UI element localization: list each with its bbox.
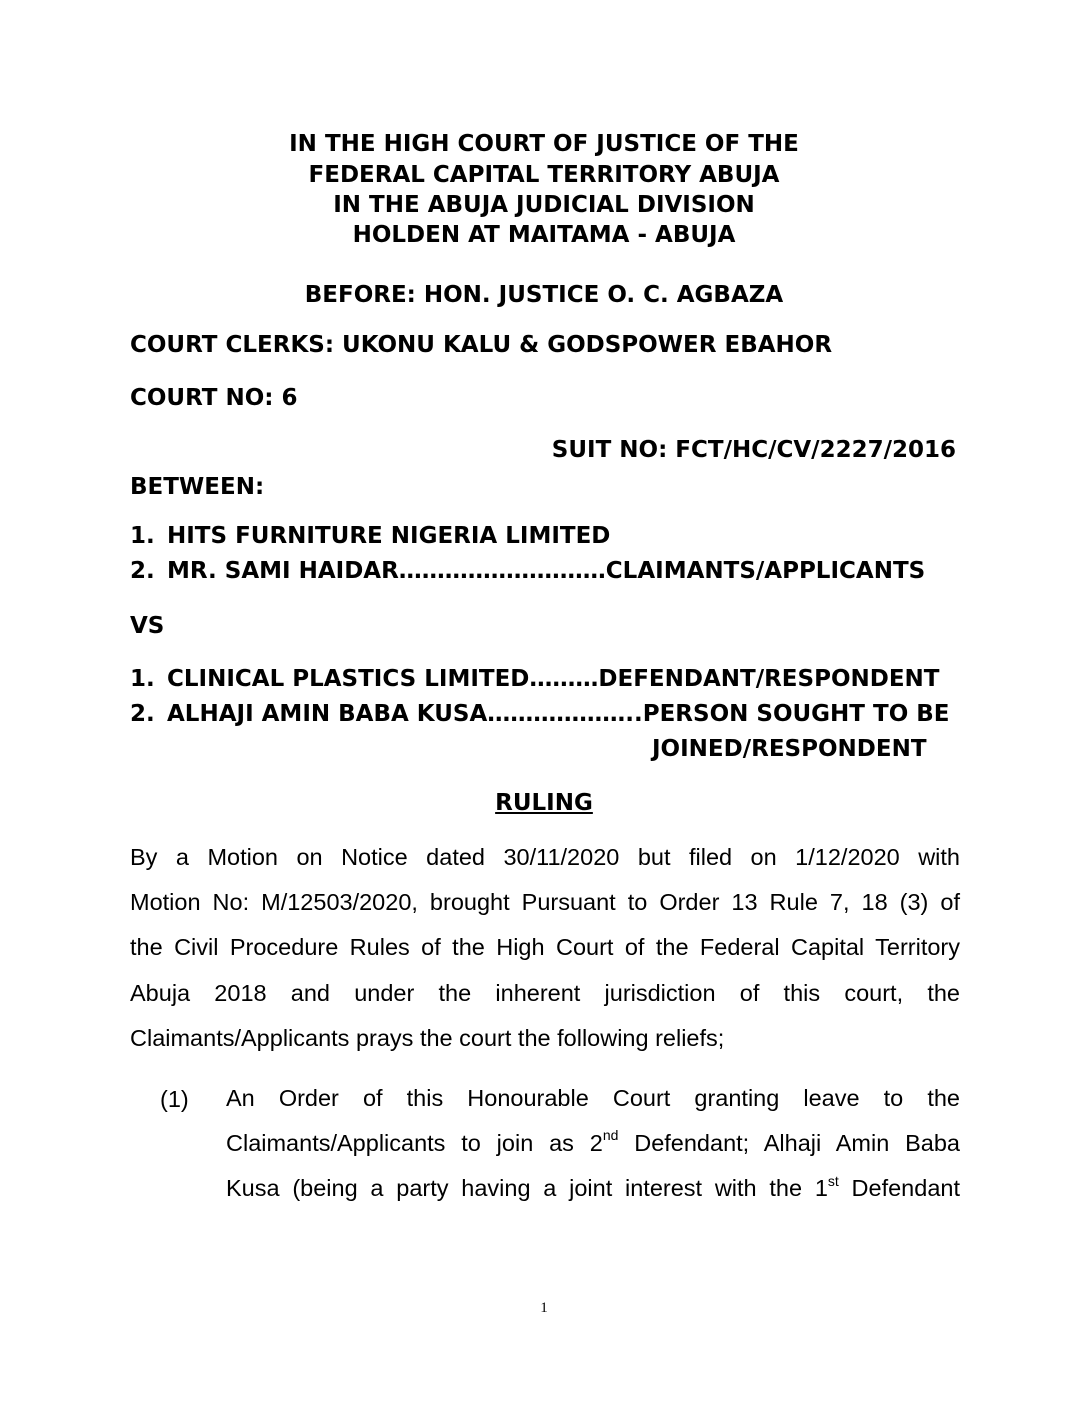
between-label: BETWEEN: xyxy=(130,474,265,500)
defendant-2-number: 2. xyxy=(130,701,155,727)
court-header-line-4: HOLDEN AT MAITAMA - ABUJA xyxy=(352,222,736,248)
relief-line-3-part-b: Defendant xyxy=(838,1175,960,1202)
para-line-2: Motion No: M/12503/2020, brought Pursuant to Order 13 Rule 7, 18 (3) of xyxy=(130,889,960,916)
para-line-4: Abuja 2018 and under the inherent jurisdiction of this court, the xyxy=(130,979,960,1006)
relief-line-3 xyxy=(226,1166,960,1211)
claimant-2-name: MR. SAMI HAIDAR………………………CLAIMANTS/APPLICANTS xyxy=(167,558,926,584)
relief-number: (1) xyxy=(160,1086,189,1112)
claimant-2 xyxy=(130,558,925,584)
para-line-3: the Civil Procedure Rules of the High Court of the Federal Capital Territory xyxy=(130,934,960,961)
ruling-title: RULING xyxy=(495,790,593,816)
judge-line: BEFORE: HON. JUSTICE O. C. AGBAZA xyxy=(304,282,784,308)
claimant-2-number: 2. xyxy=(130,558,155,584)
defendant-2 xyxy=(130,701,950,727)
defendant-2-continuation: JOINED/RESPONDENT xyxy=(652,736,927,762)
suit-number: SUIT NO: FCT/HC/CV/2227/2016 xyxy=(551,437,956,463)
court-header-line-1: IN THE HIGH COURT OF JUSTICE OF THE xyxy=(289,131,799,157)
defendant-1-number: 1. xyxy=(130,666,155,692)
relief-line-2-part-a: Claimants/Applicants to join as 2 xyxy=(226,1130,603,1157)
defendant-1 xyxy=(130,666,940,692)
claimant-1-number: 1. xyxy=(130,523,155,549)
relief-text xyxy=(226,1076,960,1212)
court-header-line-3: IN THE ABUJA JUDICIAL DIVISION xyxy=(333,192,755,218)
court-number: COURT NO: 6 xyxy=(130,385,298,411)
ordinal-superscript: st xyxy=(827,1172,839,1189)
relief-line-2-part-b: Defendant; Alhaji Amin Baba xyxy=(618,1130,960,1157)
court-header-line-2: FEDERAL CAPITAL TERRITORY ABUJA xyxy=(308,162,780,188)
para-line-5: Claimants/Applicants prays the court the following reliefs; xyxy=(130,1024,725,1051)
page-number: 1 xyxy=(540,1300,548,1316)
relief-line-2 xyxy=(226,1121,960,1166)
para-line-1: By a Motion on Notice dated 30/11/2020 but filed on 1/12/2020 with xyxy=(130,844,960,870)
relief-line-3-part-a: Kusa (being a party having a joint interest with the 1 xyxy=(226,1175,828,1202)
claimant-1-name: HITS FURNITURE NIGERIA LIMITED xyxy=(167,523,611,549)
defendant-1-name: CLINICAL PLASTICS LIMITED………DEFENDANT/RESPONDENT xyxy=(167,666,940,692)
ordinal-superscript: nd xyxy=(602,1127,619,1144)
relief-line-1: An Order of this Honourable Court granting leave to the xyxy=(226,1085,960,1111)
versus-label: VS xyxy=(130,613,165,639)
defendant-2-name: ALHAJI AMIN BABA KUSA………………..PERSON SOUGHT TO BE xyxy=(167,701,950,727)
claimant-1 xyxy=(130,523,610,549)
court-clerks: COURT CLERKS: UKONU KALU & GODSPOWER EBAHOR xyxy=(130,332,833,358)
body-paragraph xyxy=(130,835,960,1061)
